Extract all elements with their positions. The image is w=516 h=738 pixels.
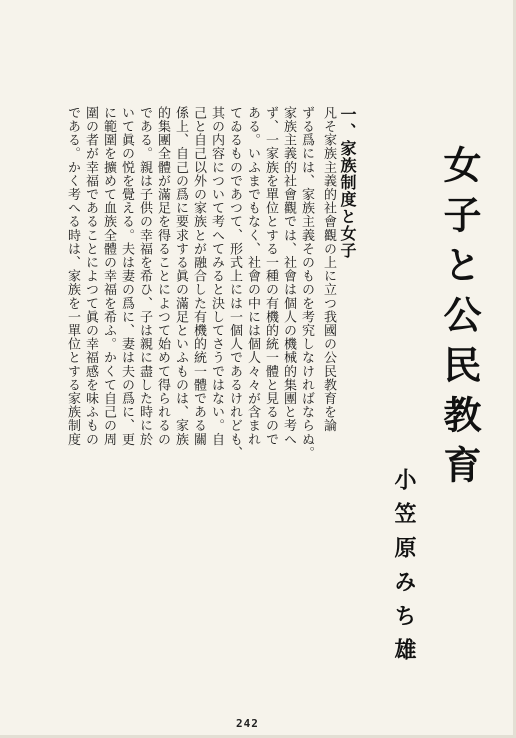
body-line-right-3: 家族主義的社會觀では、社會は個人の機械的集團と考へ — [281, 106, 296, 446]
body-line-right-7: 其の内容について考へてみると決してさうではない。自 — [209, 106, 224, 446]
body-line-right-1: 凡そ家族主義的社會觀の上に立つ我國の公民教育を論 — [321, 106, 336, 433]
body-line-right-10: 的集團全體が滿足を得ることによつて始めて得られるの — [155, 106, 170, 446]
body-line-right-12: いて眞の悦を覺える。夫は妻の爲に、妻は夫の爲に、更 — [119, 106, 134, 446]
body-line-right-4: ず、一家族を單位とする一種の有機的統一體と見るので — [263, 106, 278, 446]
body-line-right-13: に範圍を擴めて血族全體の幸福を希ふ。かくて自己の周 — [101, 106, 116, 446]
body-line-right-8: 己と自己以外の家族とが融合した有機的統一體である關 — [191, 106, 206, 446]
body-line-right-15: である。かく考へる時は、家族を一單位とする家族制度 — [65, 106, 80, 446]
body-line-right-9: 係上、自己の爲に要求する眞の滿足といふものは、家族 — [173, 106, 188, 446]
body-line-right-5: ある。いふまでもなく、社會の中には個人々々が含まれ — [245, 106, 260, 446]
section-heading: 一、家族制度と女子 — [338, 106, 357, 259]
page-number: 242 — [236, 717, 259, 730]
body-line-right-14: 圍の者が幸福であることによつて眞の幸福感を味ふもの — [83, 106, 98, 446]
body-line-right-6: てゐるものであつて、形式上には一個人であるけれども、 — [227, 106, 242, 460]
body-line-right-11: である。親は子供の幸福を希ひ、子は親に盡した時に於 — [137, 106, 152, 446]
article-author: 小笠原みち雄 — [391, 468, 417, 672]
body-line-right-2: ずる爲には、家族主義そのものを考究しなければならぬ。 — [299, 106, 314, 460]
article-title: 女子と公民教育 — [437, 145, 482, 495]
